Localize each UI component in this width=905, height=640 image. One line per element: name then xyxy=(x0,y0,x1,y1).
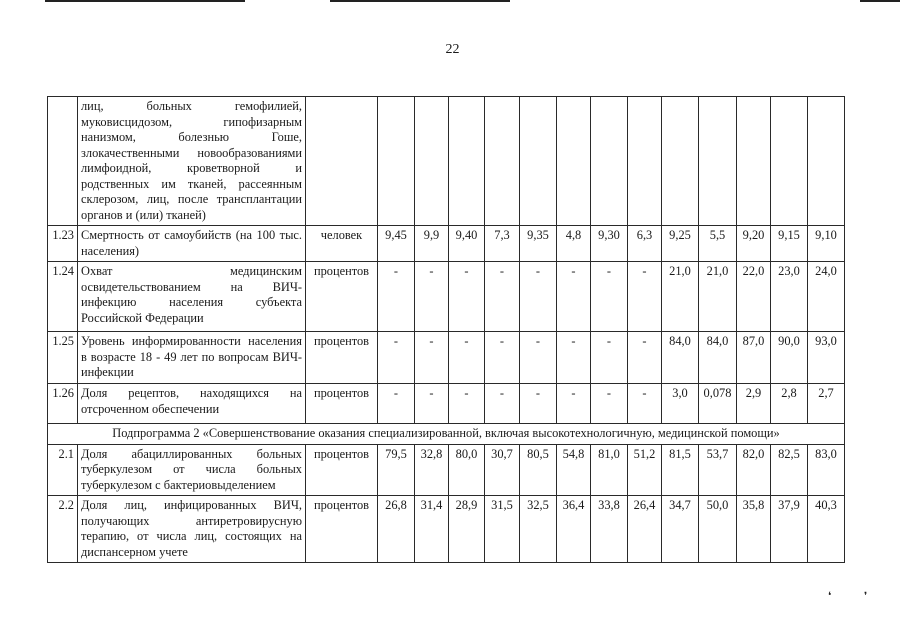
value-cell: 23,0 xyxy=(771,262,808,332)
row-number: 1.23 xyxy=(48,226,78,262)
value-cell: 26,8 xyxy=(378,496,415,563)
subprogram-row xyxy=(48,424,845,445)
table-row xyxy=(48,97,845,226)
value-cell: - xyxy=(415,262,449,332)
value-cell: 80,5 xyxy=(520,444,557,496)
value-cell: - xyxy=(628,384,662,424)
value-cell: - xyxy=(449,332,485,384)
row-number xyxy=(48,97,78,226)
top-scan-line xyxy=(330,0,510,2)
value-cell: - xyxy=(591,384,628,424)
value-cell: 9,15 xyxy=(771,226,808,262)
value-cell xyxy=(378,97,415,226)
indicator-name: Доля лиц, инфицированных ВИЧ, получающих антиретровирусную терапию, от числа лиц, состоящих на диспансерном учете xyxy=(78,496,306,563)
row-number: 1.24 xyxy=(48,262,78,332)
value-cell: 81,5 xyxy=(662,444,699,496)
table-row xyxy=(48,384,845,424)
value-cell: 83,0 xyxy=(808,444,845,496)
value-cell: 34,7 xyxy=(662,496,699,563)
unit-cell: процентов xyxy=(306,496,378,563)
value-cell xyxy=(591,97,628,226)
value-cell: 79,5 xyxy=(378,444,415,496)
value-cell: 37,9 xyxy=(771,496,808,563)
unit-cell: процентов xyxy=(306,444,378,496)
top-scan-line xyxy=(45,0,245,2)
value-cell: 28,9 xyxy=(449,496,485,563)
top-scan-line xyxy=(860,0,900,2)
scan-mark: ❜ xyxy=(864,591,868,602)
value-cell: 84,0 xyxy=(699,332,737,384)
value-cell: 9,40 xyxy=(449,226,485,262)
value-cell: 82,5 xyxy=(771,444,808,496)
value-cell: 80,0 xyxy=(449,444,485,496)
indicator-name: лиц, больных гемофилией, муковисцидозом, гипофизарным нанизмом, болезнью Гоше, злокачественными новообразованиями лимфоидной, кроветворной и родственных им тканей, рассеянным склерозом, лиц, после трансплантации органов и (или) тканей) xyxy=(78,97,306,226)
value-cell: 40,3 xyxy=(808,496,845,563)
value-cell: - xyxy=(378,262,415,332)
value-cell: 21,0 xyxy=(662,262,699,332)
value-cell: 36,4 xyxy=(557,496,591,563)
value-cell xyxy=(662,97,699,226)
value-cell: 30,7 xyxy=(485,444,520,496)
value-cell: - xyxy=(557,384,591,424)
value-cell xyxy=(737,97,771,226)
scan-mark: ❛ xyxy=(828,591,832,602)
value-cell: 26,4 xyxy=(628,496,662,563)
value-cell: 32,5 xyxy=(520,496,557,563)
value-cell: 2,9 xyxy=(737,384,771,424)
indicator-name: Доля абациллированных больных туберкулезом от числа больных туберкулезом с бактериовыделением xyxy=(78,444,306,496)
unit-cell: процентов xyxy=(306,262,378,332)
value-cell: - xyxy=(520,332,557,384)
value-cell: 84,0 xyxy=(662,332,699,384)
row-number: 2.1 xyxy=(48,444,78,496)
value-cell: - xyxy=(485,262,520,332)
value-cell xyxy=(449,97,485,226)
value-cell: - xyxy=(557,262,591,332)
value-cell: 31,5 xyxy=(485,496,520,563)
value-cell: 9,10 xyxy=(808,226,845,262)
unit-cell: человек xyxy=(306,226,378,262)
value-cell xyxy=(520,97,557,226)
value-cell: - xyxy=(415,332,449,384)
value-cell xyxy=(628,97,662,226)
value-cell: 6,3 xyxy=(628,226,662,262)
table-row xyxy=(48,444,845,496)
value-cell: - xyxy=(520,384,557,424)
value-cell: 4,8 xyxy=(557,226,591,262)
value-cell: 9,30 xyxy=(591,226,628,262)
value-cell: - xyxy=(628,332,662,384)
value-cell: 50,0 xyxy=(699,496,737,563)
value-cell: 7,3 xyxy=(485,226,520,262)
indicator-name: Охват медицинским освидетельствованием на ВИЧ-инфекцию населения субъекта Российской Федерации xyxy=(78,262,306,332)
value-cell xyxy=(415,97,449,226)
value-cell: - xyxy=(520,262,557,332)
value-cell: - xyxy=(591,332,628,384)
row-number: 1.26 xyxy=(48,384,78,424)
value-cell: 87,0 xyxy=(737,332,771,384)
value-cell: 54,8 xyxy=(557,444,591,496)
unit-cell: процентов xyxy=(306,332,378,384)
value-cell: - xyxy=(378,384,415,424)
value-cell: 53,7 xyxy=(699,444,737,496)
value-cell: 33,8 xyxy=(591,496,628,563)
value-cell: - xyxy=(485,384,520,424)
value-cell: - xyxy=(378,332,415,384)
value-cell: 9,35 xyxy=(520,226,557,262)
value-cell: 9,9 xyxy=(415,226,449,262)
value-cell xyxy=(808,97,845,226)
row-number: 2.2 xyxy=(48,496,78,563)
table-row xyxy=(48,496,845,563)
value-cell: 3,0 xyxy=(662,384,699,424)
value-cell: - xyxy=(449,384,485,424)
value-cell xyxy=(485,97,520,226)
value-cell: 2,8 xyxy=(771,384,808,424)
value-cell: - xyxy=(628,262,662,332)
value-cell xyxy=(771,97,808,226)
value-cell: 5,5 xyxy=(699,226,737,262)
value-cell: 81,0 xyxy=(591,444,628,496)
table-row xyxy=(48,332,845,384)
indicator-name: Уровень информированности населения в возрасте 18 - 49 лет по вопросам ВИЧ-инфекции xyxy=(78,332,306,384)
unit-cell: процентов xyxy=(306,384,378,424)
value-cell: - xyxy=(557,332,591,384)
indicator-name: Доля рецептов, находящихся на отсроченном обеспечении xyxy=(78,384,306,424)
value-cell: 90,0 xyxy=(771,332,808,384)
value-cell: 51,2 xyxy=(628,444,662,496)
value-cell: 93,0 xyxy=(808,332,845,384)
table-row xyxy=(48,262,845,332)
indicators-table xyxy=(47,96,845,563)
value-cell: 22,0 xyxy=(737,262,771,332)
value-cell: 2,7 xyxy=(808,384,845,424)
value-cell: 31,4 xyxy=(415,496,449,563)
value-cell: - xyxy=(415,384,449,424)
unit-cell xyxy=(306,97,378,226)
value-cell xyxy=(699,97,737,226)
value-cell: 35,8 xyxy=(737,496,771,563)
row-number: 1.25 xyxy=(48,332,78,384)
indicator-name: Смертность от самоубийств (на 100 тыс. населения) xyxy=(78,226,306,262)
value-cell: - xyxy=(485,332,520,384)
value-cell: - xyxy=(449,262,485,332)
value-cell: 24,0 xyxy=(808,262,845,332)
page-number: 22 xyxy=(445,42,460,57)
value-cell: 0,078 xyxy=(699,384,737,424)
value-cell: 9,25 xyxy=(662,226,699,262)
value-cell: 9,20 xyxy=(737,226,771,262)
value-cell: 82,0 xyxy=(737,444,771,496)
value-cell: 9,45 xyxy=(378,226,415,262)
subprogram-title: Подпрограмма 2 «Совершенствование оказания специализированной, включая высокотехнологичную, медицинской помощи» xyxy=(48,424,845,445)
value-cell xyxy=(557,97,591,226)
value-cell: 21,0 xyxy=(699,262,737,332)
value-cell: - xyxy=(591,262,628,332)
table-row xyxy=(48,226,845,262)
value-cell: 32,8 xyxy=(415,444,449,496)
